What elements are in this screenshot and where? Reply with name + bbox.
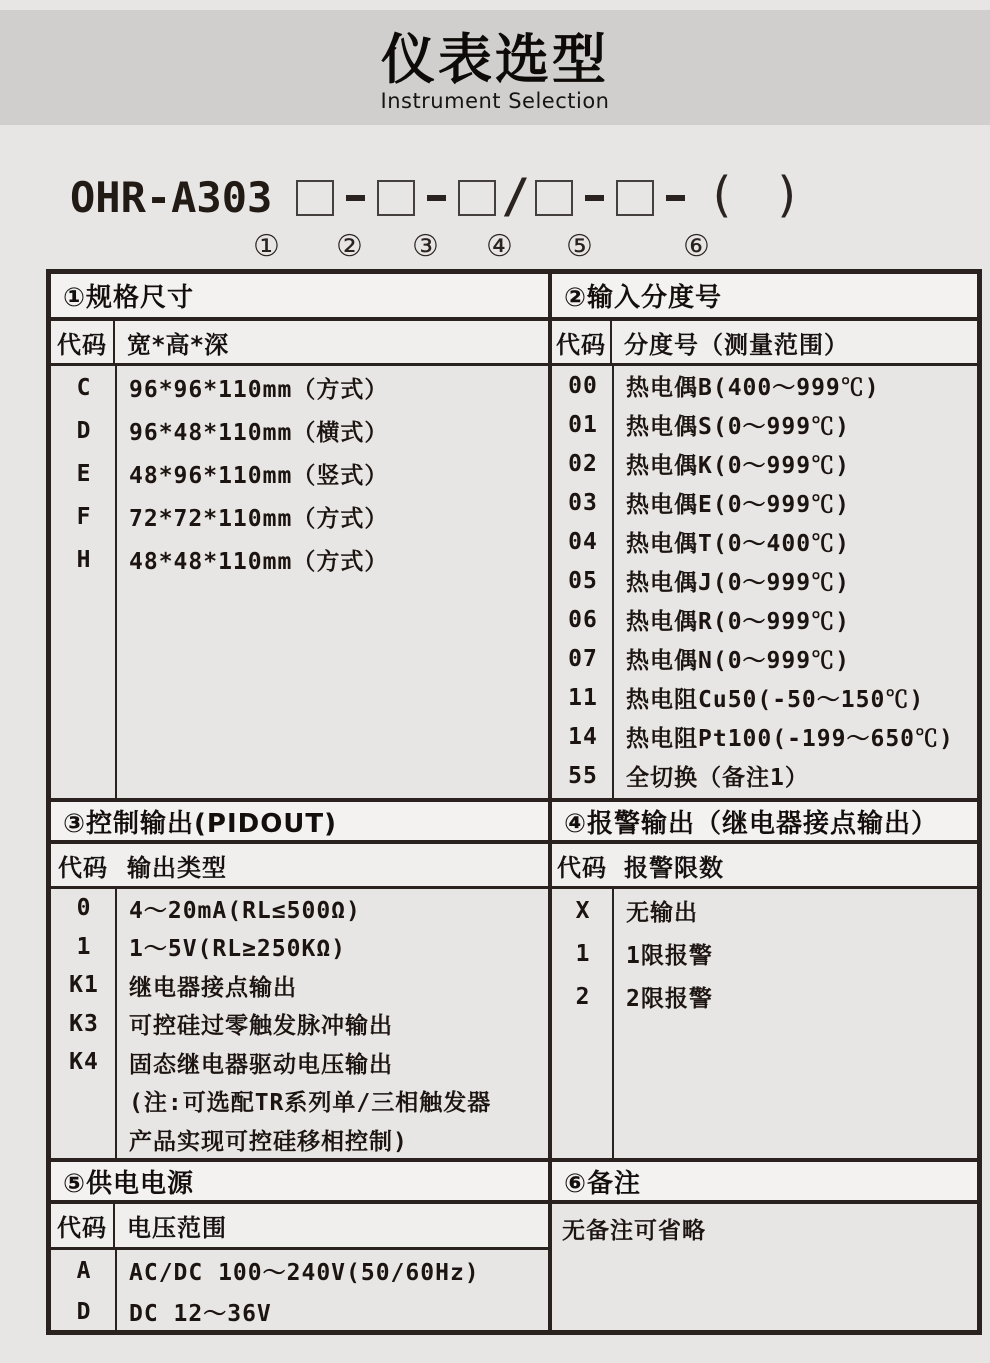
section-title: ⑥备注 [552, 1162, 977, 1204]
section-remark [552, 1162, 977, 1330]
row-value: 1～5V(RL≥250KΩ) [129, 936, 347, 963]
row-code: 2 [575, 983, 591, 1010]
section-title: ②输入分度号 [552, 274, 977, 321]
column-header-row [552, 321, 977, 366]
table-row [552, 889, 977, 932]
column-header-row [51, 844, 548, 889]
column-divider [115, 366, 117, 798]
row-code: D [76, 417, 92, 444]
row-value: 4～20mA(RL≤500Ω) [129, 897, 361, 924]
row-value: 2限报警 [626, 986, 713, 1012]
table-row [51, 889, 548, 928]
position-marker-6: ⑥ [683, 229, 710, 264]
model-code-box-5 [616, 180, 654, 216]
row-value: DC 12～36V [129, 1301, 272, 1327]
section-title: ①规格尺寸 [51, 274, 548, 321]
table-row [51, 495, 548, 538]
table-row [552, 483, 977, 522]
row-code: 0 [76, 895, 92, 922]
row-value: 固态继电器驱动电压输出 [129, 1051, 393, 1078]
row-value: 热电偶B(400～999℃) [626, 375, 880, 401]
table-row [51, 1005, 548, 1044]
code-column-header: 代码 [51, 321, 115, 363]
section-title: ⑤供电电源 [51, 1162, 548, 1204]
row-value: 72*72*110mm（方式） [129, 506, 389, 532]
paren-open: ( [712, 167, 732, 223]
value-column-header: 电压范围 [127, 1214, 227, 1242]
table-row [552, 639, 977, 678]
row-code: C [76, 374, 92, 401]
column-header-row [552, 844, 977, 889]
section-control-output [51, 802, 552, 1158]
model-code-diagram [70, 167, 990, 224]
row-code: 01 [568, 411, 598, 438]
table-row [51, 1043, 548, 1082]
dash-separator [666, 195, 685, 201]
position-marker-2: ② [336, 229, 363, 264]
table-row [552, 444, 977, 483]
row-code: K4 [69, 1049, 99, 1076]
table-row [552, 756, 977, 795]
row-code: 00 [568, 372, 598, 399]
table-row [51, 366, 548, 409]
row-code: 03 [568, 489, 598, 516]
row-value: 热电偶K(0～999℃) [626, 453, 850, 479]
row-code: 05 [568, 567, 598, 594]
row-value: AC/DC 100～240V(50/60Hz) [129, 1260, 480, 1286]
slash-separator: / [501, 168, 530, 224]
column-divider [115, 1250, 117, 1330]
row-code: D [76, 1298, 92, 1325]
row-code: 14 [568, 723, 598, 750]
value-column-header: 报警限数 [624, 853, 724, 882]
table-row [552, 932, 977, 975]
row-code: 55 [568, 762, 598, 789]
table-row [51, 966, 548, 1005]
section-alarm-output [552, 802, 977, 1158]
paren-close: ) [777, 167, 797, 223]
row-value: 48*96*110mm（竖式） [129, 463, 389, 489]
row-value: 热电偶T(0～400℃) [626, 531, 850, 557]
table-row [51, 1120, 548, 1158]
row-value: 1限报警 [626, 943, 713, 969]
value-column-header: 输出类型 [127, 853, 227, 882]
row-value: 热电偶E(0～999℃) [626, 492, 850, 518]
table-row [51, 409, 548, 452]
table-band-2 [51, 798, 977, 1158]
banner [0, 10, 990, 125]
table-row [552, 405, 977, 444]
row-code: X [575, 897, 591, 924]
table-row [51, 538, 548, 581]
selection-table [46, 269, 982, 1335]
row-value: 热电偶S(0～999℃) [626, 414, 850, 440]
row-value: 产品实现可控硅移相控制) [129, 1128, 408, 1155]
dash-separator [585, 195, 604, 201]
row-value: 热电偶N(0～999℃) [626, 648, 850, 674]
row-code: 02 [568, 450, 598, 477]
row-code: A [76, 1257, 92, 1284]
table-row [51, 452, 548, 495]
table-row [552, 561, 977, 600]
row-code: E [76, 460, 92, 487]
model-prefix: OHR-A303 [70, 173, 273, 222]
row-value: 无输出 [626, 900, 698, 926]
position-marker-5: ⑤ [566, 229, 593, 264]
row-code: 06 [568, 606, 598, 633]
code-column-header: 代码 [51, 1204, 115, 1247]
model-code-box-2 [377, 180, 415, 216]
row-value: 48*48*110mm（方式） [129, 549, 389, 575]
remark-note: 无备注可省略 [562, 1218, 706, 1244]
code-column-header: 代码 [557, 853, 607, 882]
dash-separator [346, 195, 365, 201]
section-body [51, 889, 548, 1158]
model-code-box-1 [296, 180, 334, 216]
table-band-3 [51, 1158, 977, 1330]
row-value: 全切换（备注1） [626, 765, 809, 791]
column-divider [612, 889, 614, 1158]
code-column-header: 代码 [552, 321, 612, 363]
table-row [552, 366, 977, 405]
table-row [552, 678, 977, 717]
table-row [51, 1250, 548, 1291]
table-row [51, 1291, 548, 1330]
row-code: H [76, 546, 92, 573]
row-code: 1 [575, 940, 591, 967]
section-power-supply [51, 1162, 552, 1330]
row-value: 可控硅过零触发脉冲输出 [129, 1013, 393, 1040]
row-code: 04 [568, 528, 598, 555]
section-title: ③控制输出(PIDOUT) [51, 802, 548, 844]
position-marker-3: ③ [412, 229, 439, 264]
row-code: K1 [69, 972, 99, 999]
table-row [552, 717, 977, 756]
table-row [51, 928, 548, 967]
position-marker-4: ④ [486, 229, 513, 264]
table-row [552, 975, 977, 1018]
table-row [51, 1082, 548, 1121]
value-column-header: 分度号（测量范围） [624, 330, 849, 359]
row-value: 继电器接点输出 [129, 974, 297, 1001]
position-markers [0, 231, 990, 265]
page-subtitle: Instrument Selection [380, 89, 610, 114]
dash-separator [427, 195, 446, 201]
model-code-box-4 [535, 180, 573, 216]
row-value: (注:可选配TR系列单/三相触发器 [129, 1090, 492, 1117]
row-value: 96*96*110mm（方式） [129, 377, 389, 403]
section-body [51, 1250, 548, 1330]
row-value: 热电阻Cu50(-50～150℃) [626, 687, 925, 713]
column-header-row [51, 1204, 548, 1250]
column-header-row [51, 321, 548, 366]
row-code: 07 [568, 645, 598, 672]
table-row [552, 522, 977, 561]
row-code: K3 [69, 1010, 99, 1037]
section-body [552, 366, 977, 798]
column-divider [612, 366, 614, 798]
row-value: 96*48*110mm（横式） [129, 420, 389, 446]
row-code: 1 [76, 933, 92, 960]
row-value: 热电偶R(0～999℃) [626, 609, 850, 635]
row-value: 热电偶J(0～999℃) [626, 570, 850, 596]
section-title: ④报警输出（继电器接点输出） [552, 802, 977, 844]
column-divider [115, 889, 117, 1158]
table-row [552, 600, 977, 639]
section-body [552, 889, 977, 1158]
section-input-graduation [552, 274, 977, 798]
model-code-box-3 [458, 180, 496, 216]
row-value: 热电阻Pt100(-199～650℃) [626, 726, 954, 752]
value-column-header: 宽*高*深 [127, 330, 230, 359]
page-title: 仪表选型 [381, 27, 609, 91]
position-marker-1: ① [253, 229, 280, 264]
row-code: 11 [568, 684, 598, 711]
section-body [51, 366, 548, 798]
code-column-header: 代码 [58, 853, 108, 882]
row-code: F [76, 503, 92, 530]
section-spec-size [51, 274, 552, 798]
table-band-1 [51, 274, 977, 798]
